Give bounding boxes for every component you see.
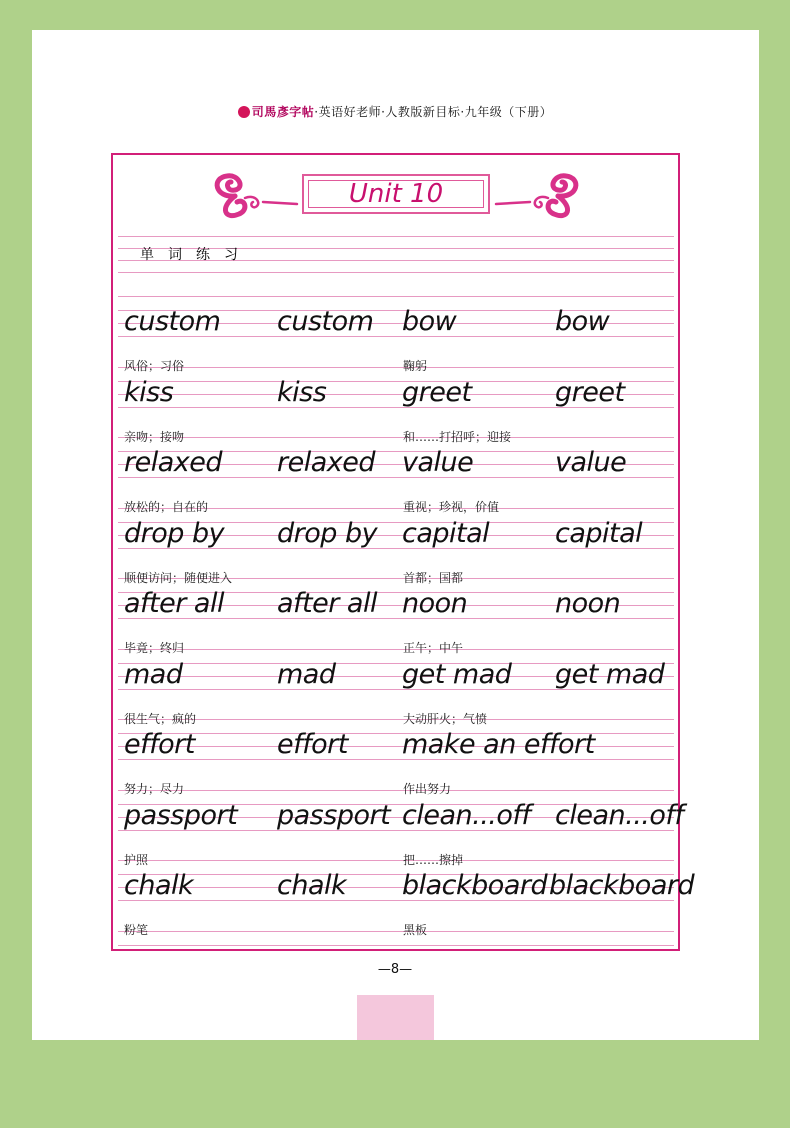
vocab-word: make an effort — [402, 729, 595, 760]
vocab-word: clean...off — [402, 799, 531, 831]
vocab-word: blackboard — [402, 870, 548, 901]
chinese-meaning: 作出努力 — [403, 782, 452, 796]
chinese-meaning: 风俗；习俗 — [124, 359, 185, 373]
section-heading — [136, 244, 248, 272]
chinese-meaning: 亲吻；接吻 — [124, 429, 185, 444]
vocab-word: greet — [402, 376, 472, 408]
brand-name: 司馬彥字帖 — [251, 105, 315, 119]
chinese-meaning: 努力；尽力 — [124, 782, 185, 796]
vocab-word: passport — [277, 799, 391, 831]
unit-title-box — [302, 174, 490, 214]
chinese-meaning: 正午；中午 — [403, 641, 464, 655]
chinese-meaning: 放松的；自在的 — [124, 500, 209, 514]
vocab-word: passport — [124, 799, 238, 831]
chinese-meaning: 重视；珍视，价值 — [403, 500, 500, 514]
unit-title: Unit 10 — [348, 179, 444, 209]
pink-block — [357, 995, 434, 1040]
vocab-word: bow — [402, 306, 457, 337]
vocab-word: clean...off — [555, 799, 684, 831]
vocab-word: mad — [277, 658, 336, 690]
vocab-word: noon — [402, 588, 468, 619]
header-subtitle: ·英语好老师·人教版新目标·九年级（下册） — [314, 105, 553, 119]
vocab-word: chalk — [124, 870, 194, 901]
vocab-word: greet — [555, 376, 625, 408]
vocab-word: mad — [124, 658, 183, 690]
vocab-word: get mad — [402, 658, 512, 690]
page-number: —8— — [377, 962, 413, 977]
chinese-meaning: 毕竟；终归 — [124, 641, 185, 655]
vocab-word: relaxed — [277, 447, 375, 478]
vocab-word: custom — [277, 306, 374, 337]
vocab-word: relaxed — [124, 447, 222, 478]
vocab-word: bow — [555, 306, 610, 337]
chinese-meaning: 黑板 — [403, 923, 428, 937]
chinese-meaning: 和……打招呼；迎接 — [403, 429, 512, 444]
vocab-word: capital — [555, 517, 643, 549]
vocab-word: kiss — [277, 376, 327, 408]
vocab-word: value — [402, 447, 474, 478]
vocab-word: effort — [277, 729, 348, 760]
vocab-word: get mad — [555, 658, 665, 690]
chinese-meaning: 很生气；疯的 — [124, 711, 197, 726]
vocab-word: blackboard — [549, 870, 695, 901]
vocab-word: capital — [402, 517, 490, 549]
vocab-word: after all — [277, 588, 377, 619]
chinese-meaning: 粉笔 — [124, 923, 149, 937]
vocab-word: effort — [124, 729, 195, 760]
vocab-word: value — [555, 447, 627, 478]
vocab-word: custom — [124, 306, 221, 337]
title-banner — [0, 168, 790, 224]
chinese-meaning: 护照 — [124, 852, 149, 867]
chinese-meaning: 顺便访问；随便进入 — [124, 570, 233, 585]
section-char: 习 — [220, 244, 242, 266]
chinese-meaning: 把……擦掉 — [403, 852, 464, 867]
chinese-meaning: 首都；国都 — [403, 570, 464, 585]
vocab-word: drop by — [124, 517, 225, 549]
chinese-meaning: 大动肝火；气愤 — [403, 711, 488, 726]
left-cloud-ornament-icon — [205, 168, 301, 224]
section-char: 练 — [192, 244, 214, 266]
right-cloud-ornament-icon — [492, 168, 588, 224]
chinese-meaning: 鞠躬 — [403, 359, 428, 373]
vocab-word: after all — [124, 588, 224, 619]
section-char: 词 — [164, 244, 186, 266]
section-char: 单 — [136, 244, 158, 266]
vocab-word: noon — [555, 588, 621, 619]
vocab-word: kiss — [124, 376, 174, 408]
vocab-word: drop by — [277, 517, 378, 549]
vocab-word: chalk — [277, 870, 347, 901]
